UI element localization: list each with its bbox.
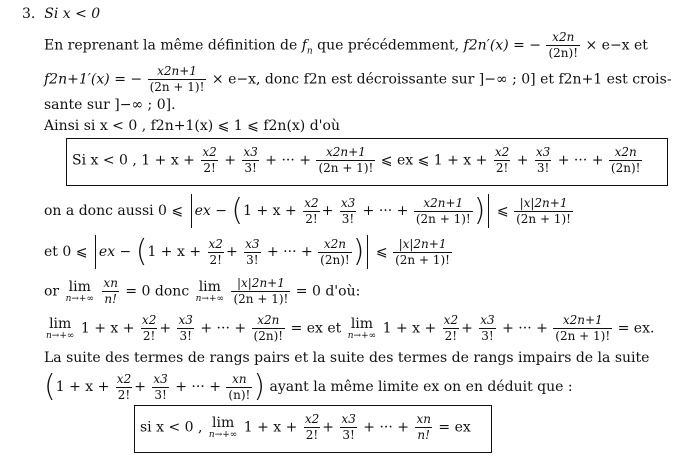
paragraph-line-2	[44, 65, 672, 94]
fn-symbol: f	[301, 37, 307, 54]
text-segment: Ainsi si x < 0 , f2n+1(x) ⩽ 1 ⩽ f2n(x) d'où	[44, 118, 340, 134]
limits-equation-line: lim n→+∞ 1 + x + $\frac{x2}{2!}$ + $\frac{x3}{3!}$ + ··· + $\frac{x2n}{(2n)!}$ = ex et lim n→+∞ 1 + x + $\frac{x2}{2!}$ + $\frac{x3}{3!}$ + ··· + $\frac{x2n+1}{(2n + 1)!}$ = ex.	[46, 313, 655, 343]
text-segment: que précédemment,	[317, 37, 460, 54]
text-segment: En reprenant la même définition de	[44, 37, 298, 54]
fraction: $\frac{x2n+1}{(2n + 1)!}$	[149, 64, 205, 94]
sequence-line: (1 + x + $\frac{x2}{2!}$ + $\frac{x3}{3!}$ + ··· + $\frac{xn}{(n)!}$ ) ayant la même limite ex on en déduit que :	[44, 369, 573, 404]
item-title: Si x < 0	[44, 6, 101, 22]
limit-line: or lim n→+∞ $\frac{xn}{n!}$ = 0 donc lim n→+∞ $\frac{|x|2n+1}{(2n + 1)!}$ = 0 d'où:	[44, 276, 361, 306]
fraction: $\frac{x2n}{(2n)!}$	[548, 30, 579, 60]
derivative-expr: f2n+1′(x) = −	[44, 71, 143, 88]
paragraph-line-5: La suite des termes de rangs pairs et la suite des termes de rangs impairs de la suite	[44, 350, 650, 366]
text-segment: × e−x et	[585, 37, 648, 54]
derivative-expr: f2n′(x) = −	[463, 37, 542, 54]
paragraph-line-1: En reprenant la même définition de $f_n$ que précédemment, f2n′(x) = − $\frac{x2n}{(2n)!}$ × e−x et	[44, 30, 648, 60]
text-segment: sante sur ]−∞ ; 0].	[44, 97, 176, 113]
boxed-inequality-content: Si x < 0 , 1 + x + $\frac{x2}{2!}$ + $\frac{x3}{3!}$ + ··· + $\frac{x2n+1}{(2n + 1)!}$ ⩽ ex ⩽ 1 + x + $\frac{x2}{2!}$ + $\frac{x3}{3!}$ + ··· + $\frac{x2n}{(2n)!}$	[72, 145, 641, 175]
item-number: 3.	[22, 6, 36, 22]
item-header	[22, 6, 100, 22]
text-segment: × e−x, donc f2n est décroissante sur ]−∞ ; 0] et f2n+1 est crois-	[211, 71, 672, 88]
inequality-line-1: on a donc aussi 0 ⩽ ex − (1 + x + $\frac{x2}{2!}$ + $\frac{x3}{3!}$ + ··· + $\frac{x2n+1}{(2n + 1)!}$ ) ⩽ $\frac{|x|2n+1}{(2n + 1)!}$	[44, 193, 571, 228]
paragraph-line-3	[44, 97, 176, 113]
boxed-conclusion-content: si x < 0 , lim n→+∞ 1 + x + $\frac{x2}{2!}$ + $\frac{x3}{3!}$ + ··· + $\frac{xn}{n!}$ = ex	[140, 412, 471, 442]
inequality-line-2: et 0 ⩽ ex − (1 + x + $\frac{x2}{2!}$ + $\frac{x3}{3!}$ + ··· + $\frac{x2n}{(2n)!}$ ) ⩽ $\frac{|x|2n+1}{(2n + 1)!}$	[44, 234, 450, 269]
paragraph-line-4	[44, 118, 340, 134]
